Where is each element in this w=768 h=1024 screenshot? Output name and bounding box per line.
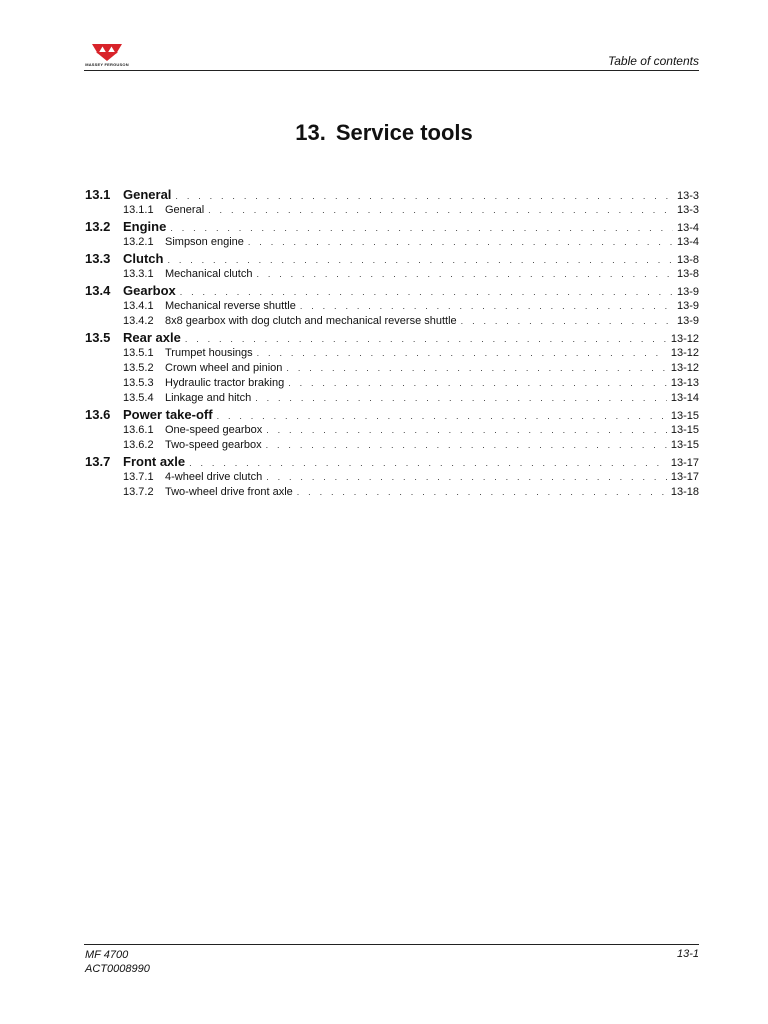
toc-entry-label: Rear axle [123, 330, 181, 345]
toc-leader-dots [266, 425, 667, 435]
toc-entry-label: Two-speed gearbox [165, 439, 262, 451]
toc-entry-number: 13.4.1 [123, 300, 154, 312]
toc-entry-label: Power take-off [123, 407, 213, 422]
toc-entry-number: 13.5 [85, 330, 111, 345]
chapter-title [0, 120, 768, 146]
toc-entry-page: 13-12 [670, 347, 699, 359]
toc-entry-number: 13.4 [85, 283, 111, 298]
toc-entry-page: 13-18 [670, 486, 699, 498]
toc-entry-number: 13.7.1 [123, 471, 154, 483]
footer-left [85, 948, 150, 976]
toc-entry-number: 13.6.2 [123, 439, 154, 451]
toc-subsection-entry[interactable] [85, 486, 699, 501]
toc-subsection-entry[interactable] [85, 471, 699, 486]
toc-entry-label: Hydraulic tractor braking [165, 377, 285, 389]
toc-entry-page: 13-12 [670, 333, 699, 345]
toc-entry-label: Mechanical reverse shuttle [165, 300, 296, 312]
chapter-title-text: Service tools [335, 120, 473, 145]
toc-leader-dots [461, 316, 673, 326]
toc-entry-label: General [165, 204, 205, 216]
toc-entry-page: 13-8 [676, 268, 699, 280]
toc-entry-label: General [123, 187, 172, 202]
toc-leader-dots [300, 301, 673, 311]
footer-doc-code: ACT0008990 [85, 963, 150, 975]
toc-section-entry[interactable] [85, 283, 699, 300]
toc-subsection-entry[interactable] [85, 362, 699, 377]
toc-entry-page: 13-9 [676, 286, 699, 298]
toc-entry-label: 4-wheel drive clutch [165, 471, 263, 483]
toc-entry-page: 13-8 [676, 254, 699, 266]
toc-entry-number: 13.2 [85, 219, 111, 234]
toc-leader-dots [189, 458, 667, 468]
toc-entry-number: 13.7 [85, 454, 111, 469]
footer-page-number: 13-1 [676, 948, 699, 960]
triple-triangle-logo-icon [84, 42, 130, 62]
toc-entry-number: 13.5.1 [123, 347, 154, 359]
toc-leader-dots [170, 223, 673, 233]
toc-section-entry[interactable] [85, 219, 699, 236]
toc-entry-number: 13.5.2 [123, 362, 154, 374]
toc-subsection-entry[interactable] [85, 300, 699, 315]
toc-entry-label: Engine [123, 219, 167, 234]
toc-subsection-entry[interactable] [85, 315, 699, 330]
toc-entry-label: Linkage and hitch [165, 392, 252, 404]
toc-entry-page: 13-3 [676, 190, 699, 202]
toc-leader-dots [217, 411, 667, 421]
toc-entry-page: 13-15 [670, 439, 699, 451]
toc-subsection-entry[interactable] [85, 392, 699, 407]
toc-entry-label: Gearbox [123, 283, 176, 298]
toc-leader-dots [185, 334, 667, 344]
toc-leader-dots [286, 363, 666, 373]
toc-entry-number: 13.1.1 [123, 204, 154, 216]
toc-leader-dots [297, 487, 667, 497]
toc-leader-dots [248, 237, 673, 247]
header-section-label: Table of contents [608, 54, 699, 68]
toc-entry-label: One-speed gearbox [165, 424, 263, 436]
toc-entry-number: 13.6 [85, 407, 111, 422]
toc-subsection-entry[interactable] [85, 439, 699, 454]
toc-entry-page: 13-17 [670, 471, 699, 483]
table-of-contents [85, 187, 699, 501]
toc-subsection-entry[interactable] [85, 236, 699, 251]
toc-subsection-entry[interactable] [85, 377, 699, 392]
toc-entry-label: Clutch [123, 251, 164, 266]
toc-section-entry[interactable] [85, 454, 699, 471]
toc-entry-number: 13.3 [85, 251, 111, 266]
toc-entry-page: 13-12 [670, 362, 699, 374]
toc-leader-dots [167, 255, 673, 265]
toc-section-entry[interactable] [85, 330, 699, 347]
toc-subsection-entry[interactable] [85, 268, 699, 283]
toc-section-entry[interactable] [85, 187, 699, 204]
chapter-number: 13. [295, 120, 326, 145]
toc-leader-dots [180, 287, 673, 297]
toc-entry-label: Mechanical clutch [165, 268, 253, 280]
toc-entry-page: 13-15 [670, 410, 699, 422]
toc-entry-number: 13.3.1 [123, 268, 154, 280]
toc-entry-label: Crown wheel and pinion [165, 362, 283, 374]
toc-entry-page: 13-14 [670, 392, 699, 404]
toc-entry-page: 13-17 [670, 457, 699, 469]
toc-entry-number: 13.2.1 [123, 236, 154, 248]
toc-subsection-entry[interactable] [85, 347, 699, 362]
toc-entry-label: Front axle [123, 454, 186, 469]
toc-entry-label: 8x8 gearbox with dog clutch and mechanical reverse shuttle [165, 315, 457, 327]
toc-entry-number: 13.4.2 [123, 315, 154, 327]
toc-entry-number: 13.1 [85, 187, 111, 202]
toc-leader-dots [257, 348, 667, 358]
toc-leader-dots [175, 191, 673, 201]
brand-logo-text: MASSEY FERGUSON [85, 62, 129, 67]
toc-leader-dots [266, 472, 667, 482]
toc-entry-number: 13.6.1 [123, 424, 154, 436]
toc-subsection-entry[interactable] [85, 424, 699, 439]
toc-leader-dots [256, 269, 673, 279]
toc-entry-label: Simpson engine [165, 236, 244, 248]
toc-leader-dots [288, 378, 667, 388]
toc-entry-number: 13.5.4 [123, 392, 154, 404]
toc-leader-dots [255, 393, 667, 403]
toc-entry-page: 13-15 [670, 424, 699, 436]
toc-entry-page: 13-13 [670, 377, 699, 389]
footer-model: MF 4700 [85, 949, 129, 961]
brand-logo [84, 42, 130, 70]
toc-entry-page: 13-9 [676, 315, 699, 327]
toc-section-entry[interactable] [85, 251, 699, 268]
toc-entry-page: 13-4 [676, 222, 699, 234]
toc-section-entry[interactable] [85, 407, 699, 424]
toc-leader-dots [266, 440, 667, 450]
toc-entry-page: 13-9 [676, 300, 699, 312]
toc-entry-label: Trumpet housings [165, 347, 253, 359]
toc-entry-number: 13.7.2 [123, 486, 154, 498]
footer-divider [84, 944, 699, 945]
toc-entry-number: 13.5.3 [123, 377, 154, 389]
toc-entry-page: 13-3 [676, 204, 699, 216]
toc-leader-dots [208, 205, 673, 215]
toc-entry-label: Two-wheel drive front axle [165, 486, 293, 498]
header-divider [84, 70, 699, 71]
toc-entry-page: 13-4 [676, 236, 699, 248]
toc-subsection-entry[interactable] [85, 204, 699, 219]
